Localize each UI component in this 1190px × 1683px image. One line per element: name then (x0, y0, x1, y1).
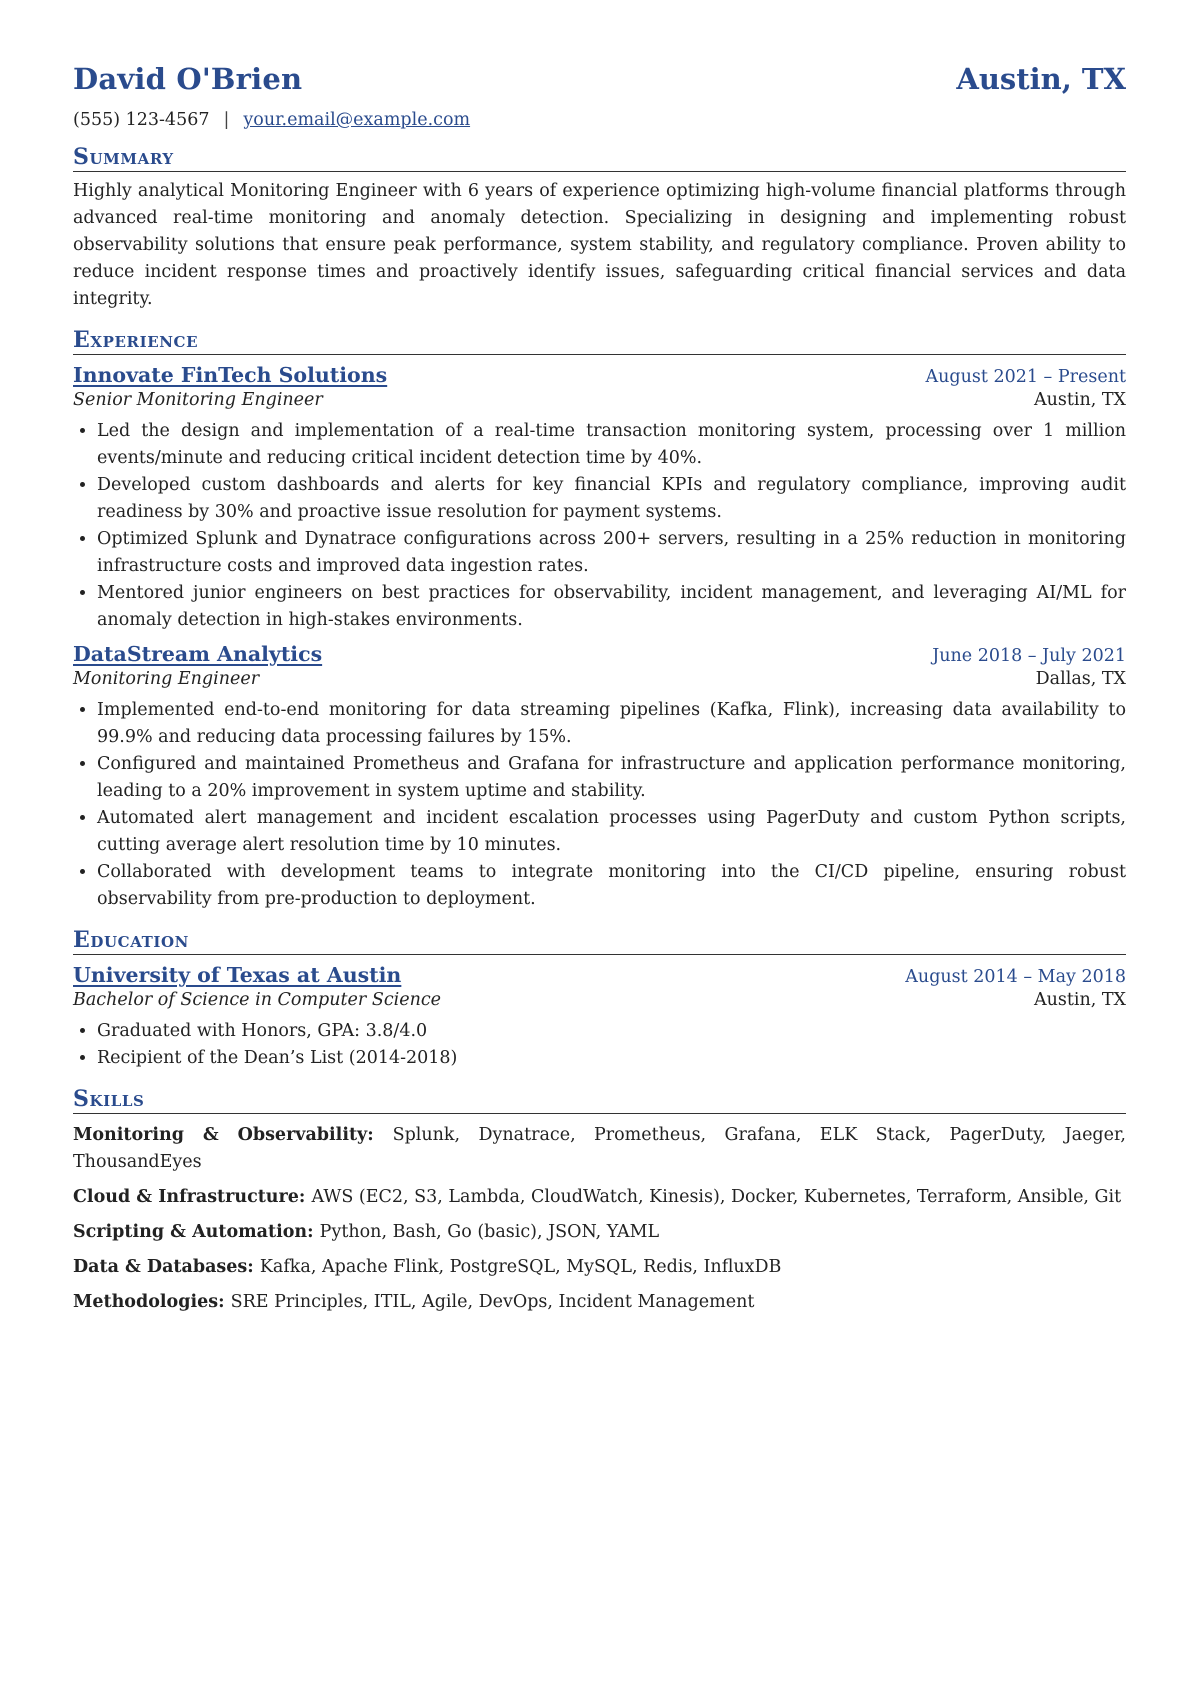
list-item: • Graduated with Honors, GPA: 3.8/4.0 (97, 1018, 1126, 1045)
summary-text: Highly analytical Monitoring Engineer with 6 years of experience optimizing high-volume financial platforms through advanced real-time monitoring and anomaly detection. Specializing in designing and implementing robust observability solutions that ensure peak performance, system stability, and regulatory compliance. Proven ability to reduce incident response times and proactively identify issues, safeguarding critical financial services and data integrity. (73, 181, 1126, 309)
job-title: Senior Monitoring Engineer (73, 390, 323, 410)
company-link[interactable]: DataStream Analytics (73, 642, 323, 666)
education-entry (73, 963, 1126, 1072)
contact-separator: | (223, 110, 230, 130)
job-title: Monitoring Engineer (73, 669, 260, 689)
list-item: • Mentored junior engineers on best practices for observability, incident management, and leveraging AI/ML for anomaly detection in high-stakes environments. (97, 580, 1126, 634)
skill-row (73, 1122, 1126, 1176)
skill-values: Splunk, Dynatrace, Prometheus, Grafana, ELK Stack, PagerDuty, Jaeger, ThousandEyes (73, 1125, 1126, 1172)
contact-line (73, 110, 1126, 130)
degree: Bachelor of Science in Computer Science (73, 990, 442, 1010)
skills-list (73, 1122, 1126, 1316)
skill-category: Data & Databases: (73, 1257, 260, 1277)
list-item: • Recipient of the Dean’s List (2014-2018) (97, 1045, 1126, 1072)
section-title-summary: Summary (73, 144, 1126, 172)
phone-number: (555) 123-4567 (73, 110, 210, 130)
skill-category: Cloud & Infrastructure: (73, 1187, 312, 1207)
education-bullets (73, 1018, 1126, 1072)
list-item: • Automated alert management and incident escalation processes using PagerDuty and custom Python scripts, cutting average alert resolution time by 10 minutes. (97, 805, 1126, 859)
skill-values: AWS (EC2, S3, Lambda, CloudWatch, Kinesis), Docker, Kubernetes, Terraform, Ansible, Git (311, 1187, 1122, 1207)
skill-row (73, 1289, 1126, 1316)
job-dates: August 2021 – Present (925, 367, 1126, 387)
list-item: • Configured and maintained Prometheus and Grafana for infrastructure and application performance monitoring, leading to a 20% improvement in system uptime and stability. (97, 751, 1126, 805)
company-link[interactable]: Innovate FinTech Solutions (73, 363, 388, 387)
job-bullets (73, 418, 1126, 634)
skill-category: Scripting & Automation: (73, 1222, 320, 1242)
skill-category: Methodologies: (73, 1292, 231, 1312)
education-location: Austin, TX (1033, 990, 1126, 1010)
section-title-skills: Skills (73, 1086, 1126, 1114)
header-location: Austin, TX (956, 62, 1126, 96)
job-location: Austin, TX (1033, 390, 1126, 410)
list-item: • Implemented end-to-end monitoring for data streaming pipelines (Kafka, Flink), increasing data availability to 99.9% and reducing data processing failures by 15%. (97, 697, 1126, 751)
skill-row (73, 1254, 1126, 1281)
job-location: Dallas, TX (1035, 669, 1126, 689)
list-item: • Optimized Splunk and Dynatrace configurations across 200+ servers, resulting in a 25% reduction in monitoring infrastructure costs and improved data ingestion rates. (97, 526, 1126, 580)
skill-values: Kafka, Apache Flink, PostgreSQL, MySQL, Redis, InfluxDB (259, 1257, 782, 1277)
section-title-education: Education (73, 927, 1126, 955)
list-item: • Collaborated with development teams to integrate monitoring into the CI/CD pipeline, ensuring robust observability from pre-production to deployment. (97, 859, 1126, 913)
list-item: • Led the design and implementation of a real-time transaction monitoring system, processing over 1 million events/minute and reducing critical incident detection time by 40%. (97, 418, 1126, 472)
job-dates: June 2018 – July 2021 (932, 646, 1126, 666)
candidate-name: David O'Brien (73, 62, 303, 96)
skill-values: Python, Bash, Go (basic), JSON, YAML (319, 1222, 660, 1242)
skill-category: Monitoring & Observability: (73, 1125, 393, 1145)
experience-entry (73, 642, 1126, 913)
school-link[interactable]: University of Texas at Austin (73, 963, 402, 987)
education-dates: August 2014 – May 2018 (905, 967, 1126, 987)
section-title-experience: Experience (73, 327, 1126, 355)
resume-page (73, 62, 1126, 1316)
resume-header (73, 62, 1126, 106)
skill-row (73, 1184, 1126, 1211)
email-link[interactable]: your.email@example.com (243, 110, 471, 130)
list-item: • Developed custom dashboards and alerts for key financial KPIs and regulatory compliance, improving audit readiness by 30% and proactive issue resolution for payment systems. (97, 472, 1126, 526)
skill-row (73, 1219, 1126, 1246)
experience-entry (73, 363, 1126, 634)
skill-values: SRE Principles, ITIL, Agile, DevOps, Incident Management (230, 1292, 755, 1312)
job-bullets (73, 697, 1126, 913)
